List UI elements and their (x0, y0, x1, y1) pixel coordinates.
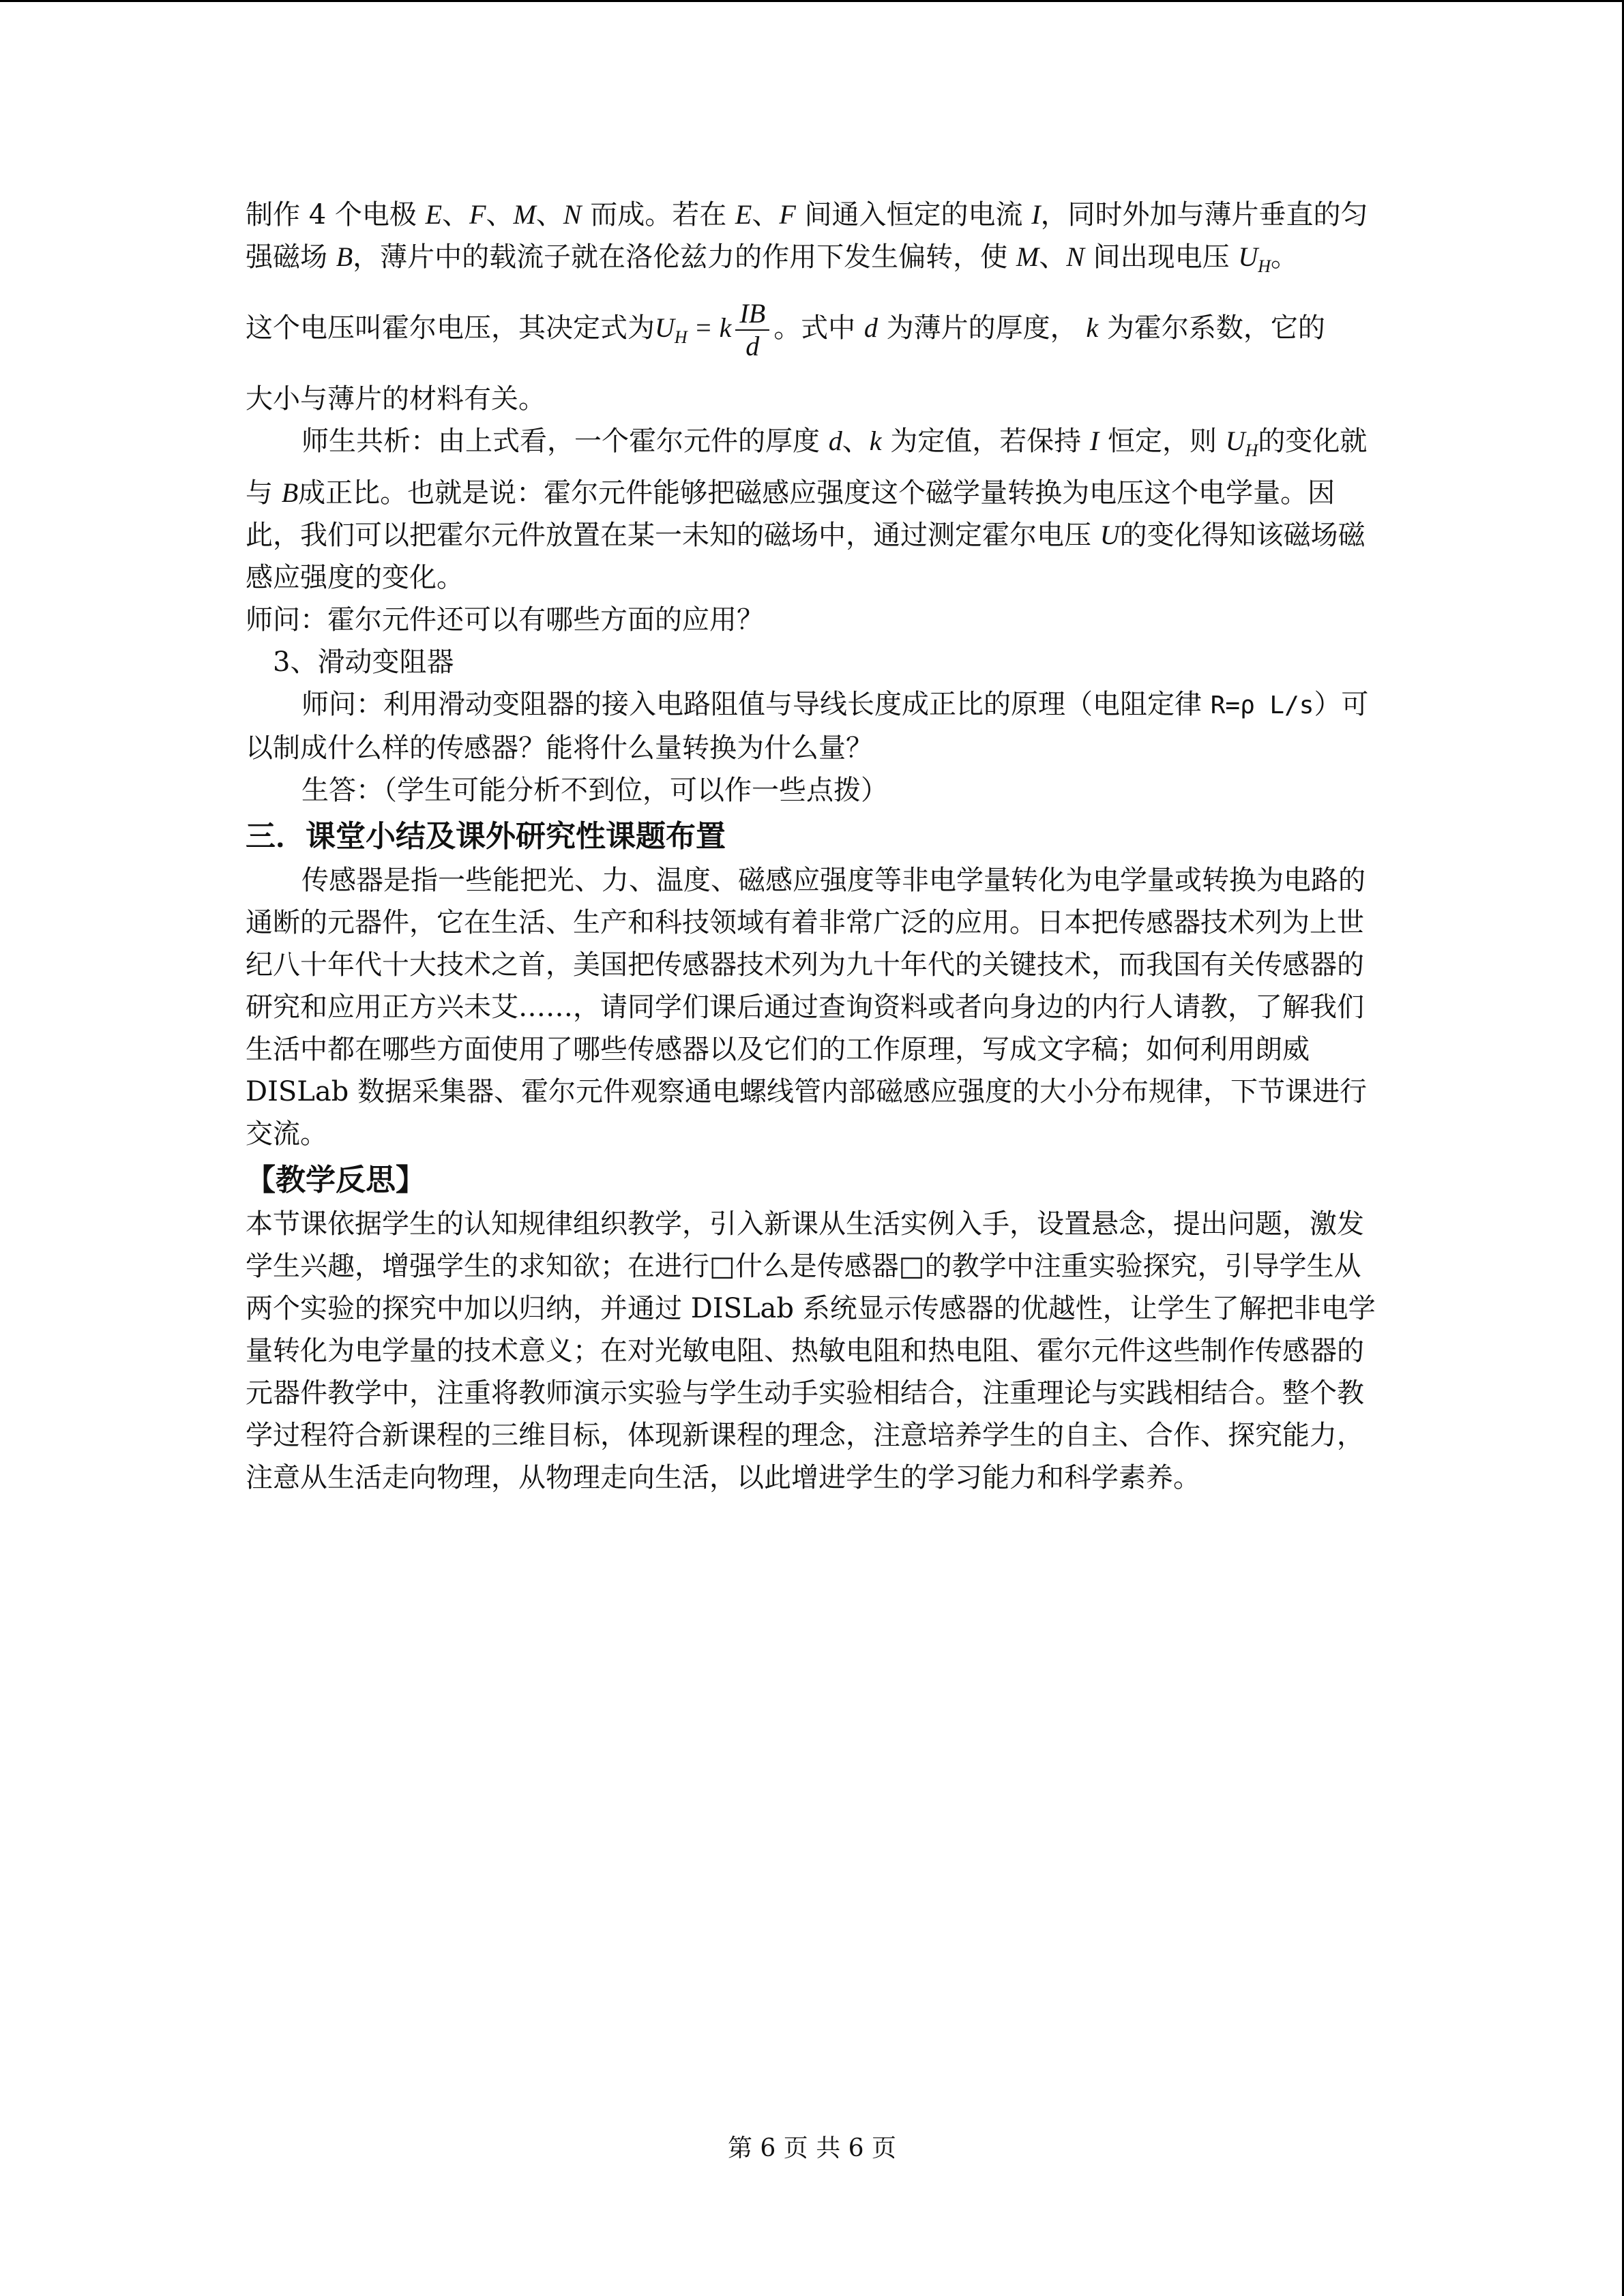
summary-heading: 三．课堂小结及课外研究性课题布置 (246, 819, 726, 854)
rheostat-question: 师问：利用滑动变阻器的接入电路阻值与导线长度成正比的原理（电阻定律 R=ρ L/s）可以制成什么样的传感器？能将什么量转换为什么量？ (246, 689, 1369, 764)
hall-paragraph-1: 制作 4 个电极 E、F、M、N 而成。若在 E、F 间通入恒定的电流 I，同时外加与薄片垂直的匀强磁场 B，薄片中的载流子就在洛伦兹力的作用下发生偏转，使 M、N 间出现电压 $U_H$。 (246, 199, 1368, 276)
reflection-heading: 【教学反思】 (246, 1163, 426, 1197)
rheostat-title: 3、滑动变阻器 (273, 646, 454, 678)
formula-fraction: $\frac{IB}{d}$ (735, 298, 769, 362)
document-body (246, 194, 1378, 1499)
hall-question: 师问：霍尔元件还可以有哪些方面的应用？ (246, 604, 764, 636)
page-footer: 第 6 页 共 6 页 (727, 2134, 897, 2162)
reflection-body: 本节课依据学生的认知规律组织教学，引入新课从生活实例入手，设置悬念，提出问题，激发学生兴趣，增强学生的求知欲；在进行□什么是传感器□的教学中注重实验探究，引导学生从两个实验的探究中加以归纳，并通过 DISLab 系统显示传感器的优越性，让学生了解把非电学量转化为电学量的技术意义；在对光敏电阻、热敏电阻和热电阻、霍尔元件这些制作传感器的元器件教学中，注重将教师演示实验与学生动手实验相结合，注重理论与实践相结合。整个教学过程符合新课程的三维目标，体现新课程的理念，注意培养学生的自主、合作、探究能力，注意从生活走向物理，从物理走向生活，以此增进学生的学习能力和科学素养。 (246, 1208, 1376, 1493)
hall-formula: $U_H = k$ $\frac{IB}{d}$ (655, 312, 773, 344)
summary-body: 传感器是指一些能把光、力、温度、磁感应强度等非电学量转化为电学量或转换为电路的通断的元器件，它在生活、生产和科技领域有着非常广泛的应用。日本把传感器技术列为上世纪八十年代十大技术之首，美国把传感器技术列为九十年代的关键技术，而我国有关传感器的研究和应用正方兴未艾……，请同学们课后通过查询资料或者向身边的内行人请教，了解我们生活中都在哪些方面使用了哪些传感器以及它们的工作原理，写成文字稿；如何利用朗威 DISLab 数据采集器、霍尔元件观察通电螺线管内部磁感应强度的大小分布规律，下节课进行交流。 (246, 865, 1368, 1150)
rheostat-answer: 生答：（学生可能分析不到位，可以作一些点拨） (301, 775, 888, 806)
hall-analysis-paragraph: 师生共析：由上式看，一个霍尔元件的厚度 d、k 为定值，若保持 I 恒定，则 $U_H$的变化就与 B成正比。也就是说：霍尔元件能够把磁感应强度这个磁学量转换为电压这个电学量。因此，我们可以把霍尔元件放置在某一未知的磁场中，通过测定霍尔电压 U的变化得知该磁场磁感应强度的变化。 (246, 426, 1368, 593)
hall-paragraph-2: 大小与薄片的材料有关。 (246, 383, 546, 415)
hall-formula-line: 这个电压叫霍尔电压，其决定式为$U_H = k$ $\frac{IB}{d}$ 。式中 d 为薄片的厚度， k 为霍尔系数，它的 (246, 298, 1325, 361)
page-border-top (0, 0, 1624, 2)
